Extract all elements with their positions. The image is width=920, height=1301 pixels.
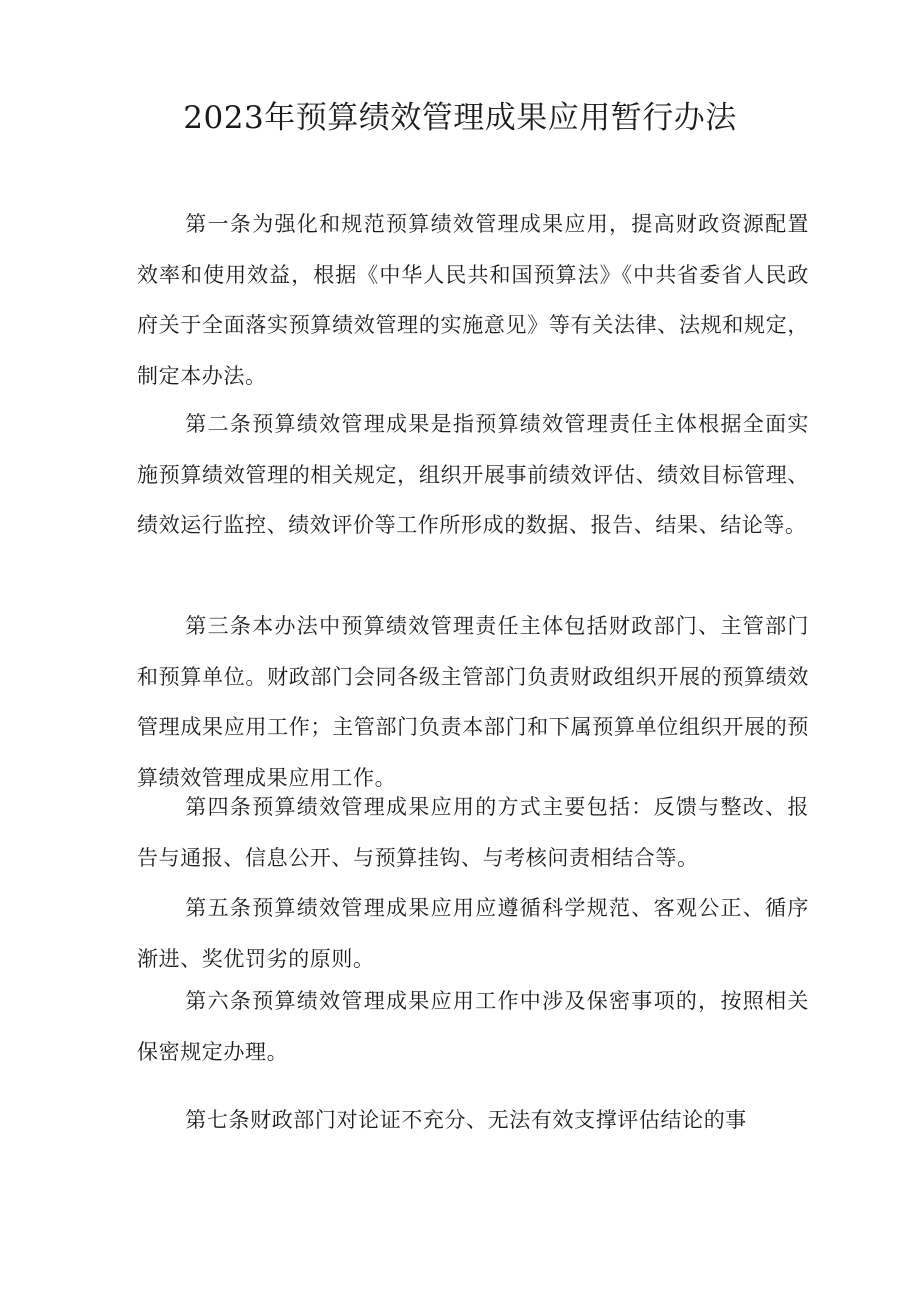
article-7: 第七条财政部门对论证不充分、无法有效支撑评估结论的事 — [185, 1108, 747, 1132]
article-2: 第二条预算绩效管理成果是指预算绩效管理责任主体根据全面实施预算绩效管理的相关规定，组织开展事前绩效评估、绩效目标管理、绩效运行监控、绩效评价等工作所形成的数据、报告、结果、结论等。 — [137, 412, 809, 537]
article-6: 第六条预算绩效管理成果应用工作中涉及保密事项的，按照相关保密规定办理。 — [137, 989, 809, 1064]
article-1: 第一条为强化和规范预算绩效管理成果应用，提高财政资源配置效率和使用效益，根据《中华人民共和国预算法》《中共省委省人民政府关于全面落实预算绩效管理的实施意见》等有关法律、法规和规定，制定本办法。 — [137, 212, 809, 388]
document-title: 2023年预算绩效管理成果应用暂行办法 — [183, 100, 737, 136]
article-5: 第五条预算绩效管理成果应用应遵循科学规范、客观公正、循序渐进、奖优罚劣的原则。 — [137, 896, 809, 971]
article-4: 第四条预算绩效管理成果应用的方式主要包括：反馈与整改、报告与通报、信息公开、与预算挂钩、与考核问责相结合等。 — [137, 795, 809, 870]
article-3: 第三条本办法中预算绩效管理责任主体包括财政部门、主管部门和预算单位。财政部门会同各级主管部门负责财政组织开展的预算绩效管理成果应用工作；主管部门负责本部门和下属预算单位组织开展的预算绩效管理成果应用工作。 — [137, 614, 809, 790]
